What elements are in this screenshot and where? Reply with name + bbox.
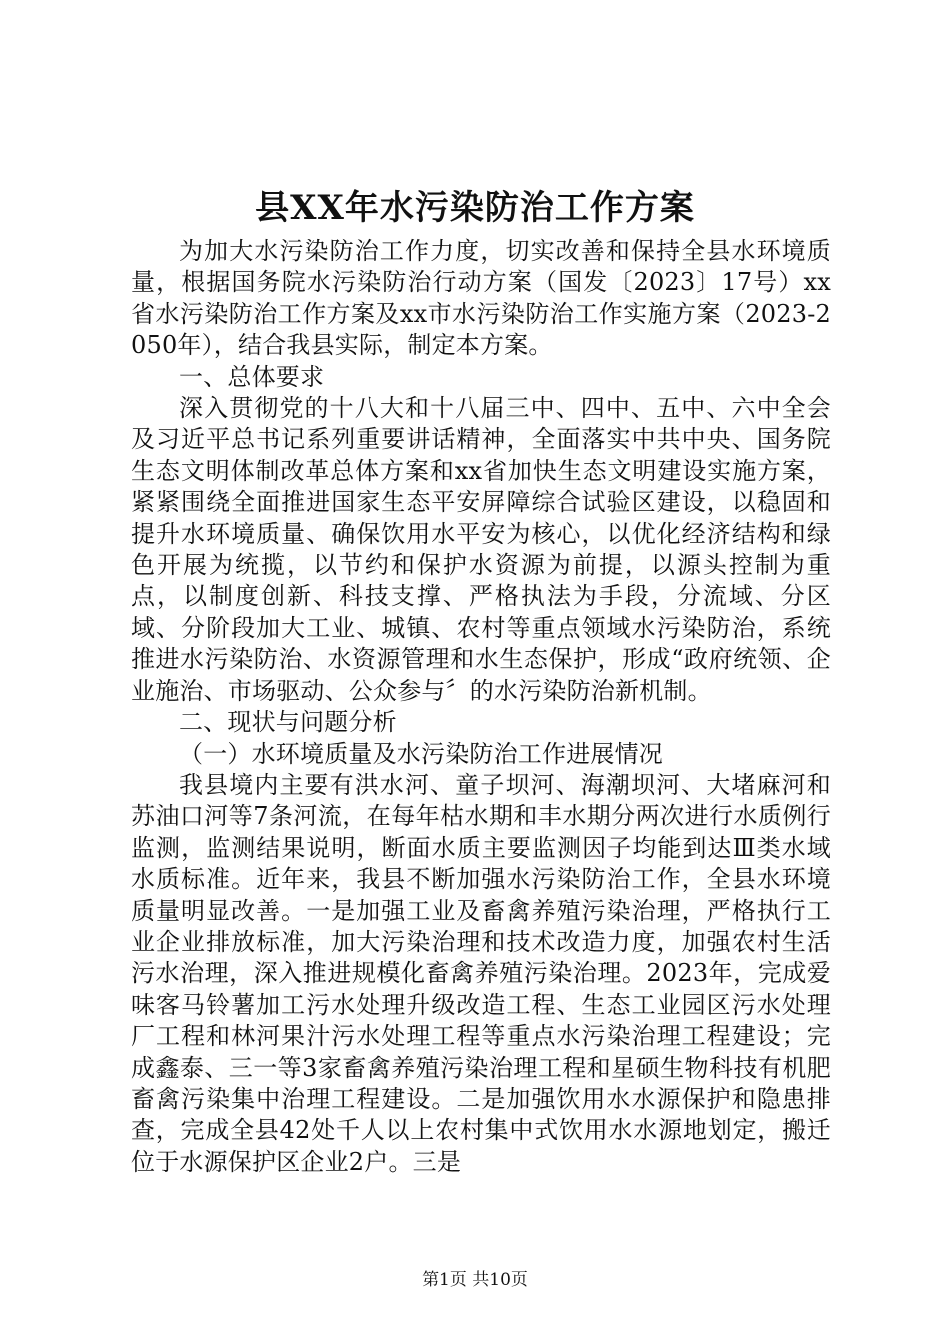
subsection-heading-water-quality-progress: （一）水环境质量及水污染防治工作进展情况: [179, 739, 663, 768]
document-title: 县XX年水污染防治工作方案: [255, 188, 695, 228]
section-heading-general-requirements: 一、总体要求: [179, 362, 325, 391]
general-requirements-paragraph: 深入贯彻党的十八大和十八届三中、四中、五中、六中全会及习近平总书记系列重要讲话精神，全面落实中共中央、国务院生态文明体制改革总体方案和xx省加快生态文明建设实施方案，紧紧围绕全面推进国家生态平安屏障综合试验区建设，以稳固和提升水环境质量、确保饮用水平安为核心，以优化经济结构和绿色开展为统揽，以节约和保护水资源为前提，以源头控制为重点，以制度创新、科技支撑、严格执法为手段，分流域、分区域、分阶段加大工业、城镇、农村等重点领域水污染防治，系统推进水污染防治、水资源管理和水生态保护，形成“政府统领、企业施治、市场驱动、公众参与〞的水污染防治新机制。: [131, 394, 831, 705]
page-number-footer: 第1页 共10页: [422, 1270, 528, 1290]
document-body: [131, 236, 831, 1178]
section-heading-status-analysis: 二、现状与问题分析: [179, 708, 397, 737]
intro-paragraph: 为加大水污染防治工作力度，切实改善和保持全县水环境质量，根据国务院水污染防治行动方案（国发〔2023〕17号）xx省水污染防治工作方案及xx市水污染防治工作实施方案（2023-2050年），结合我县实际，制定本方案。: [131, 237, 831, 360]
water-quality-progress-paragraph: 我县境内主要有洪水河、童子坝河、海潮坝河、大堵麻河和苏油口河等7条河流，在每年枯水期和丰水期分两次进行水质例行监测，监测结果说明，断面水质主要监测因子均能到达Ⅲ类水域水质标准。近年来，我县不断加强水污染防治工作，全县水环境质量明显改善。一是加强工业及畜禽养殖污染治理，严格执行工业企业排放标准，加大污染治理和技术改造力度，加强农村生活污水治理，深入推进规模化畜禽养殖污染治理。2023年，完成爱味客马铃薯加工污水处理升级改造工程、生态工业园区污水处理厂工程和林河果汁污水处理工程等重点水污染治理工程建设；完成鑫泰、三一等3家畜禽养殖污染治理工程和星硕生物科技有机肥畜禽污染集中治理工程建设。二是加强饮用水水源保护和隐患排查，完成全县42处千人以上农村集中式饮用水水源地划定，搬迁位于水源保护区企业2户。三是: [131, 770, 831, 1176]
